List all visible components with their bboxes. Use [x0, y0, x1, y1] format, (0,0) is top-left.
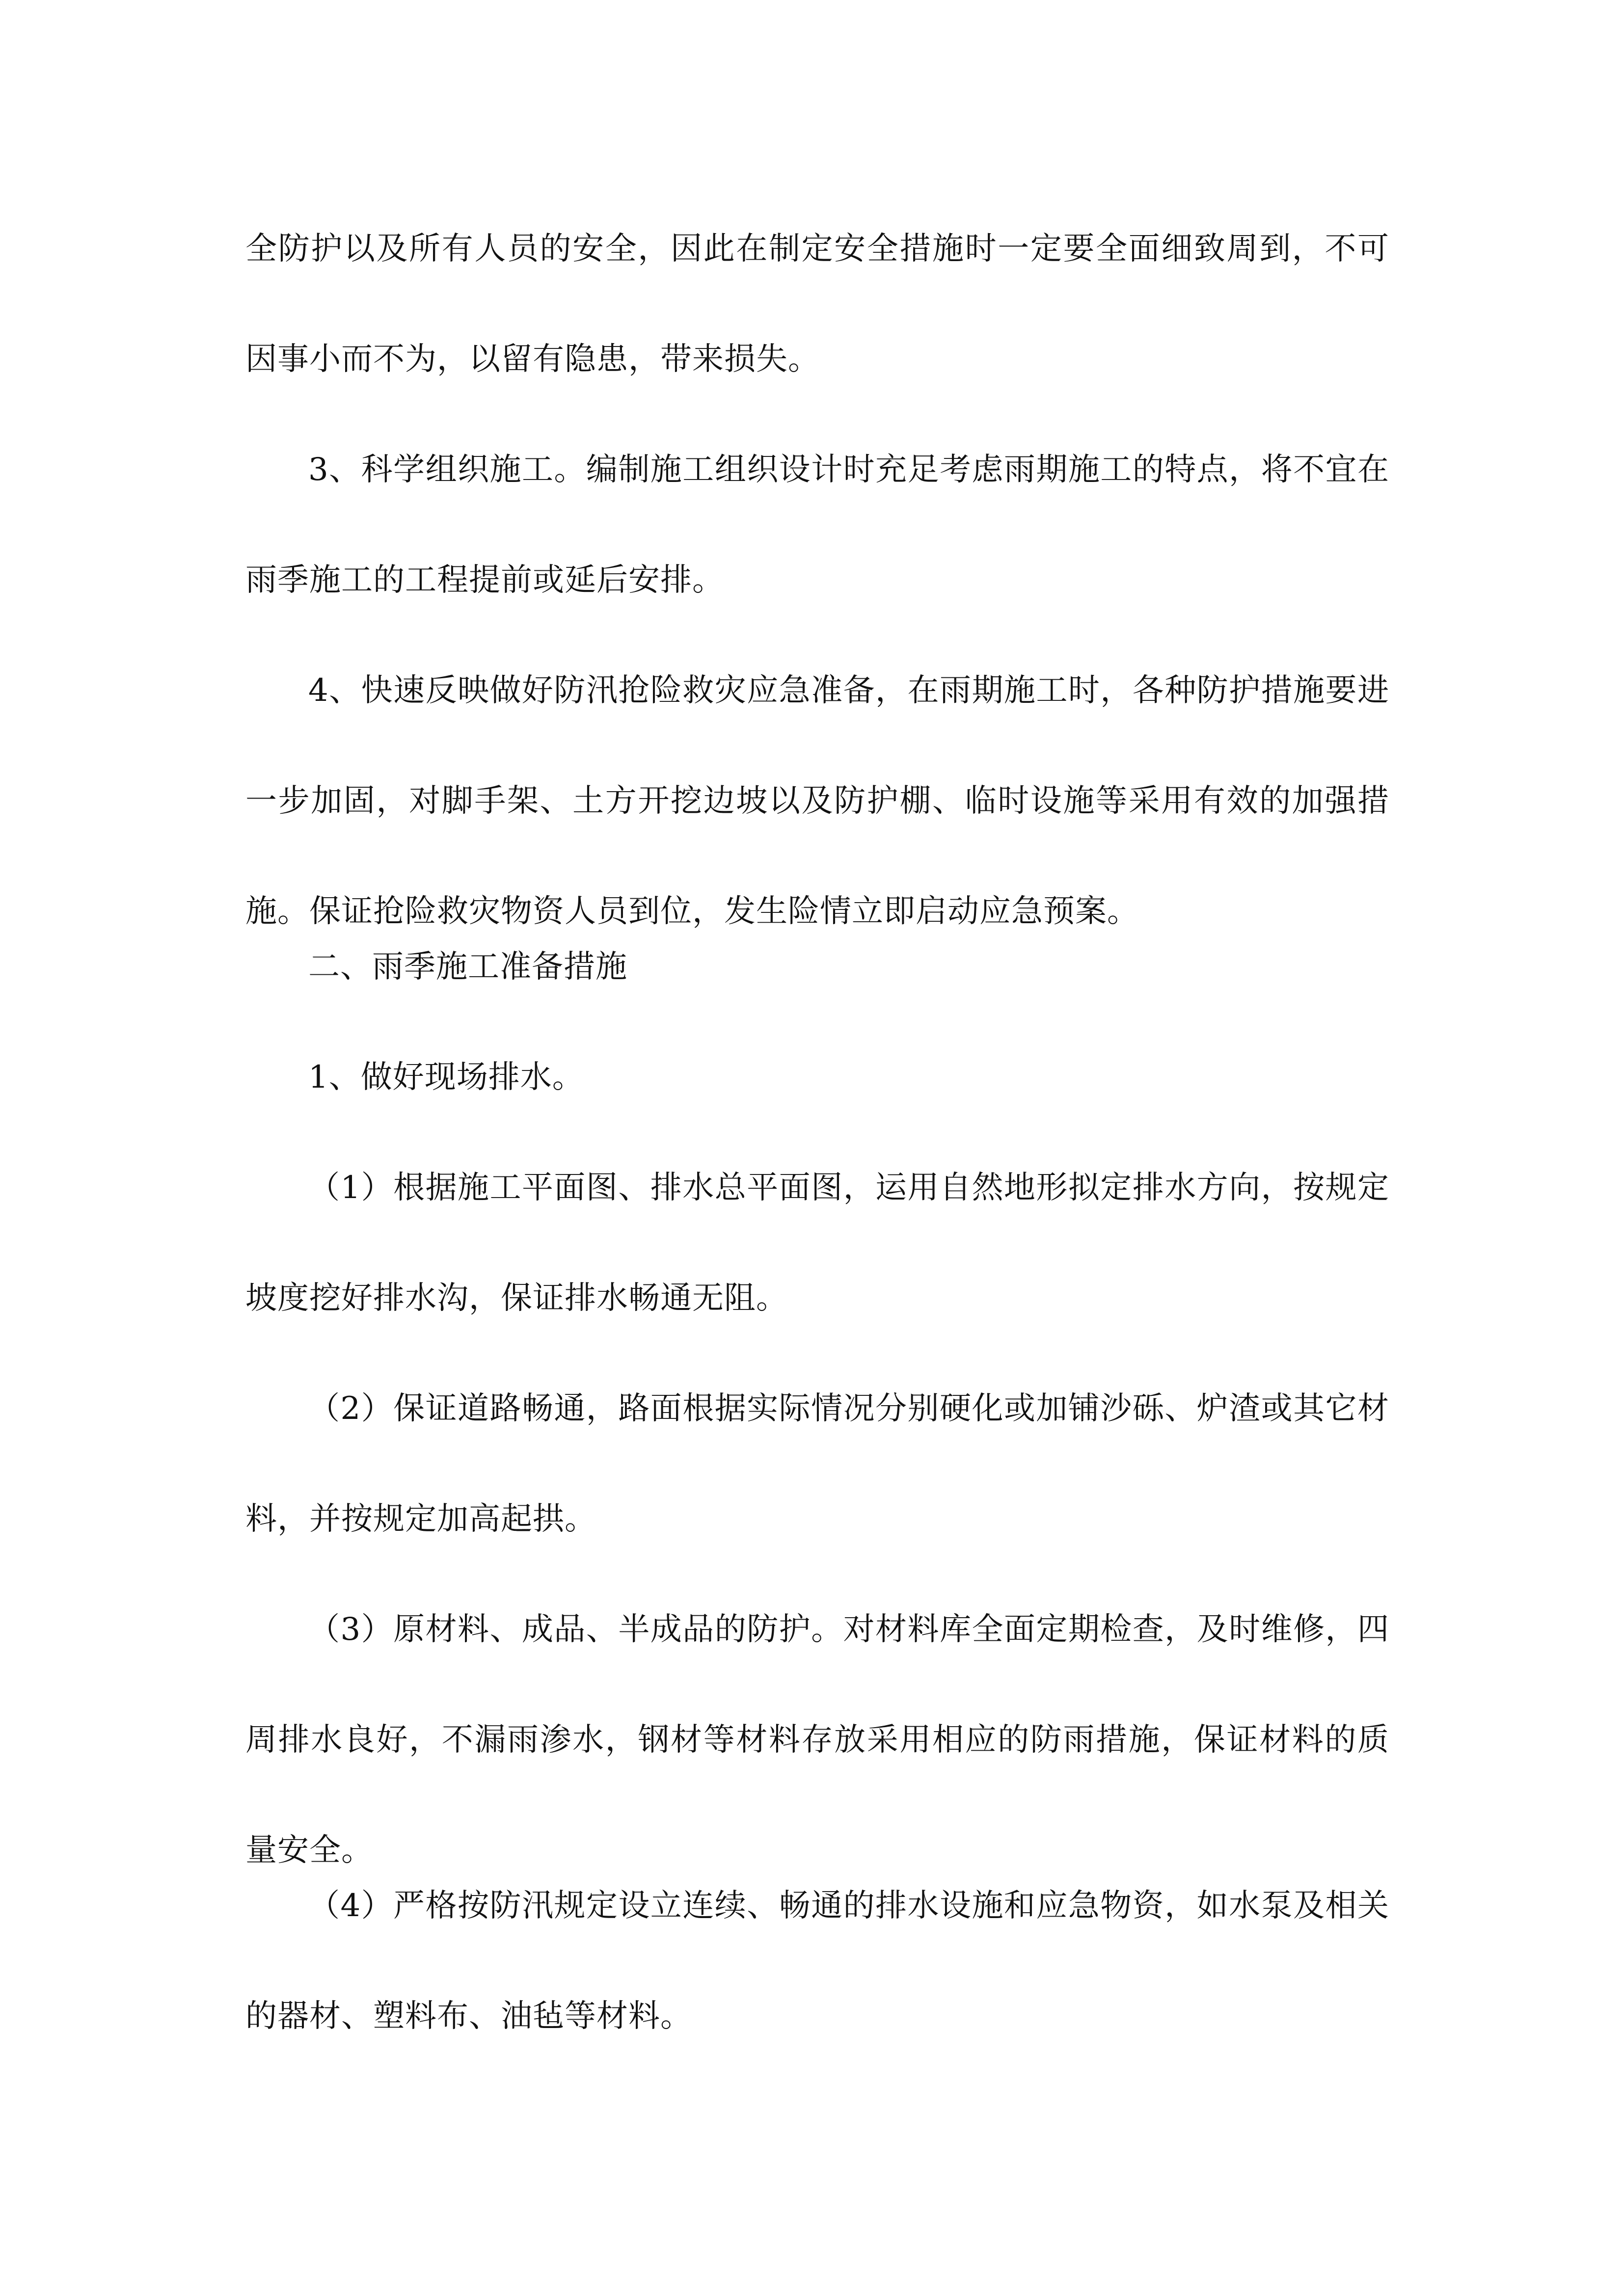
paragraph-item-4: 4、快速反映做好防汛抢险救灾应急准备，在雨期施工时，各种防护措施要进一步加固，对脚手架、土方开挖边坡以及防护棚、临时设施等采用有效的加强措施。保证抢险救灾物资人员到位，发生险情立即启动应急预案。: [245, 672, 1389, 930]
paragraph-sub-4: （4）严格按防汛规定设立连续、畅通的排水设施和应急物资，如水泵及相关的器材、塑料布、油毡等材料。: [245, 1888, 1389, 2034]
paragraph-item-1: 1、做好现场排水。: [308, 1059, 584, 1095]
section-heading: 二、雨季施工准备措施: [308, 949, 627, 985]
paragraph-sub-2: （2）保证道路畅通，路面根据实际情况分别硬化或加铺沙砾、炉渣或其它材料，并按规定加高起拱。: [245, 1390, 1389, 1537]
paragraph-sub-3: （3）原材料、成品、半成品的防护。对材料库全面定期检查，及时维修，四周排水良好，不漏雨渗水，钢材等材料存放采用相应的防雨措施，保证材料的质量安全。: [245, 1611, 1389, 1869]
paragraph-item-3: 3、科学组织施工。编制施工组织设计时充足考虑雨期施工的特点，将不宜在雨季施工的工程提前或延后安排。: [245, 452, 1389, 598]
paragraph-sub-1: （1）根据施工平面图、排水总平面图，运用自然地形拟定排水方向，按规定坡度挖好排水沟，保证排水畅通无阻。: [245, 1170, 1389, 1316]
paragraph-continuation: 全防护以及所有人员的安全，因此在制定安全措施时一定要全面细致周到，不可因事小而不为，以留有隐患，带来损失。: [245, 231, 1389, 377]
